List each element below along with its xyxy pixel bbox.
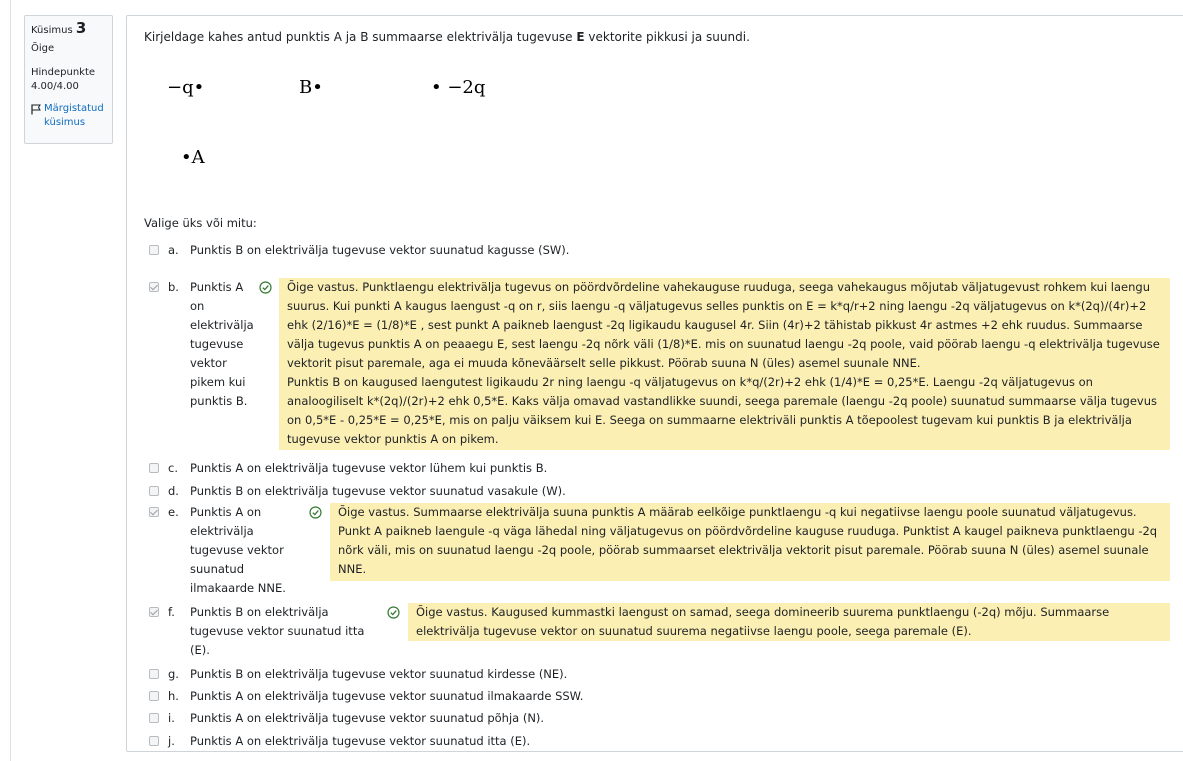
- question-info: [24, 15, 113, 144]
- answer-feedback: Õige vastus. Kaugused kummastki laengust on samad, seega domineerib suurema punktlaengu (-2q) mõju. Summaarse elektrivälja tugevuse vektor on suunatud suurema negatiivse laengu poole, seega paremale (E).: [408, 603, 1170, 641]
- answer-checkbox[interactable]: [149, 282, 159, 292]
- flag-question-label: Märgistatud küsimus: [44, 103, 104, 128]
- answer-label: Punktis A on elektrivälja tugevuse vektor suunatud ilmakaarde SSW.: [190, 689, 584, 703]
- answer-checkbox[interactable]: [149, 245, 159, 255]
- answer-label: Punktis B on elektrivälja tugevuse vektor suunatud kirdesse (NE).: [190, 667, 568, 681]
- answer-option-b[interactable]: b. Punktis A on elektrivälja tugevuse vektor pikem kui punktis B. Õige vastus. Punktlaengu elektrivälja tugevus on pöördvõrdeline vahekauguse ruuduga, seega vahekaugus mõjutab väljatugevust rohkem kui laengu suurus. Kui punkti A kaugus laengust -q on r, siis laengu -q väljatugevus selles punktis on E = k*q/r+2 ning laengu -2q väljatugevus on k*(2q)/(4r)+2 ehk (2/16)*E = (1/8)*E , sest punkt A paikneb laengust -2q ligikaudu kaugusel 4r. Siin (4r)+2 tähistab pikkust 4r astmes +2 ehk ruudus. Summaarse välja tugevus punktis A on peaaegu E, sest laengu -2q nõrk väli (1/8)*E. mis on suunatud laengu -2q poole, vaid pöörab laengu -q elektrivälja tugevuse vektorit pisut paremale, aga ei muuda kõneväärselt selle pikkust. Pöörab suuna N (üles) asemel suunale NNE. Punktis B on kaugused laengutest ligikaudu 2r ning laengu -q väljatugevus on k*q/(2r)+2 ehk (1/4)*E = 0,25*E. Laengu -2q väljatugevus on analoogiliselt k*(2q)/(2r)+2 ehk 0,5*E. Kaks välja omavad vastandlikke suundi, seega paremale (laengu -2q poole) suunatud summaarse välja tugevus on 0,5*E - 0,25*E = 0,25*E, mis on palju väiksem kui E. Seega on summaarne elektriväli punktis A tõepoolest tugevam kui punktis B ja elektrivälja tugevuse vektor punktis A on pikem.: [149, 278, 1183, 448]
- answer-label: Punktis B on elektrivälja tugevuse vektor suunatud itta (E).: [190, 605, 365, 657]
- question-number: Küsimus 3: [31, 19, 87, 37]
- answer-prompt: Valige üks või mitu:: [144, 216, 257, 230]
- answer-checkbox[interactable]: [149, 713, 159, 723]
- answer-checkbox[interactable]: [149, 669, 159, 679]
- answer-label: Punktis B on elektrivälja tugevuse vektor suunatud vasakule (W).: [190, 484, 566, 498]
- question-state: Õige: [31, 43, 55, 54]
- answer-checkbox[interactable]: [149, 463, 159, 473]
- question-text: Kirjeldage kahes antud punktis A ja B summaarse elektrivälja tugevuse E vektorite pikkusi ja suundi.: [144, 30, 750, 44]
- answer-label: Punktis A on elektrivälja tugevuse vektor suunatud itta (E).: [190, 734, 531, 748]
- answer-checkbox[interactable]: [149, 507, 159, 517]
- charge-diagram: [167, 76, 547, 186]
- point-b: B•: [299, 77, 323, 98]
- answer-checkbox[interactable]: [149, 736, 159, 746]
- correct-check-icon: [309, 506, 322, 519]
- answer-feedback: Õige vastus. Punktlaengu elektrivälja tugevus on pöördvõrdeline vahekauguse ruuduga, seega vahekaugus mõjutab väljatugevust rohkem kui laengu suurus. Kui punkti A kaugus laengust -q on r, siis laengu -q väljatugevus selles punktis on E = k*q/r+2 ning laengu -2q väljatugevus on k*(2q)/(4r)+2 ehk (2/16)*E = (1/8)*E , sest punkt A paikneb laengust -2q ligikaudu kaugusel 4r. Siin (4r)+2 tähistab pikkust 4r astmes +2 ehk ruudus. Summaarse välja tugevus punktis A on peaaegu E, sest laengu -2q nõrk väli (1/8)*E. mis on suunatud laengu -2q poole, vaid pöörab laengu -q elektrivälja tugevuse vektorit pisut paremale, aga ei muuda kõneväärselt selle pikkust. Pöörab suuna N (üles) asemel suunale NNE. Punktis B on kaugused laengutest ligikaudu 2r ning laengu -q väljatugevus on k*q/(2r)+2 ehk (1/4)*E = 0,25*E. Laengu -2q väljatugevus on analoogiliselt k*(2q)/(2r)+2 ehk 0,5*E. Kaks välja omavad vastandlikke suundi, seega paremale (laengu -2q poole) suunatud summaarse välja tugevus on 0,5*E - 0,25*E = 0,25*E, mis on palju väiksem kui E. Seega on summaarne elektriväli punktis A tõepoolest tugevam kui punktis B ja elektrivälja tugevuse vektor punktis A on pikem.: [279, 278, 1170, 450]
- question-grade: Hindepunkte 4.00/4.00: [31, 67, 96, 92]
- answer-option-e[interactable]: e. Punktis A on elektrivälja tugevuse vektor suunatud ilmakaarde NNE. Õige vastus. Summaarse elektrivälja suuna punktis A määrab eelkõige punktlaengu -q kui negatiivse laengu poole suunatud väljatugevus. Punkt A paikneb laengule -q väga lähedal ning väljatugevus on pöördvõrdeline kauguse ruuduga. Punktist A kaugel paikneva punktlaengu -2q nõrk väli, mis on suunatud laengu -2q poole, pöörab summaarset elektrivälja vektorit pisut paremale. Pöörab suuna N (üles) asemel suunale NNE.: [149, 503, 1183, 599]
- answer-checkbox[interactable]: [149, 691, 159, 701]
- answer-option-f[interactable]: f. Punktis B on elektrivälja tugevuse vektor suunatud itta (E). Õige vastus. Kaugused kummastki laengust on samad, seega domineerib suurema punktlaengu (-2q) mõju. Summaarse elektrivälja tugevuse vektor on suunatud suurema negatiivse laengu poole, seega paremale (E).: [149, 603, 1183, 659]
- answer-checkbox[interactable]: [149, 607, 159, 617]
- charge-minus-q: −q•: [167, 77, 205, 98]
- answer-checkbox[interactable]: [149, 486, 159, 496]
- answer-label: Punktis B on elektrivälja tugevuse vektor suunatud kagusse (SW).: [190, 243, 570, 257]
- question-content: Kirjeldage kahes antud punktis A ja B summaarse elektrivälja tugevuse E vektorite pikkusi ja suundi. −q• B• • −2q •A Valige üks või mitu: a. Punktis B on elektrivälja tugevuse vektor suunatud kagusse (SW). b. Punktis A on elektrivälja tugevuse vektor pikem kui punktis B. Õige vastus. Punktlaengu elektrivälja tugevus on pöördvõrdeline vahekauguse ruuduga, seega vahekaugus mõjutab väljatugevust rohkem kui laengu suurus. Kui punkti A kaugus laengust -q on r, siis laengu -q väljatugevus selles punktis on E = k*q/r+2 ning laengu -2q väljatugevus on k*(2q)/(4r)+2 ehk (2/16)*E = (1/8)*E , sest punkt A paikneb laengust -2q ligikaudu kaugusel 4r. Siin (4r)+2 tähistab pikkust 4r astmes +2 ehk ruudus. Summaarse välja tugevus punktis A on peaaegu E, sest laengu -2q nõrk väli (1/8)*E. mis on suunatud laengu -2q poole, vaid pöörab laengu -q elektrivälja tugevuse vektorit pisut paremale, aga ei muuda kõneväärselt selle pikkust. Pöörab suuna N (üles) asemel suunale NNE. Punktis B on kaugused laengutest ligikaudu 2r ning laengu -q väljatugevus on k*q/(2r)+2 ehk (1/4)*E = 0,25*E. Laengu -2q väljatugevus on analoogiliselt k*(2q)/(2r)+2 ehk 0,5*E. Kaks välja omavad vastandlikke suundi, seega paremale (laengu -2q poole) suunatud summaarse välja tugevus on 0,5*E - 0,25*E = 0,25*E, mis on palju väiksem kui E. Seega on summaarne elektriväli punktis A tõepoolest tugevam kui punktis B ja elektrivälja tugevuse vektor punktis A on pikem. c. Punktis A on elektrivälja tugevuse vektor lühem kui punktis B. d. Punktis B on elektrivälja tugevuse vektor suunatud vasakule (W). e. Punktis A on elektrivälja tugevuse vektor suunatud ilmakaarde NNE. Õige vastus. Summaarse elektrivälja suuna punktis A määrab eelkõige punktlaengu -q kui negatiivse laengu poole suunatud väljatugevus. Punkt A paikneb laengule -q väga lähedal ning väljatugevus on pöördvõrdeline kauguse ruuduga. Punktist A kaugel paikneva punktlaengu -2q nõrk väli, mis on suunatud laengu -2q poole, pöörab summaarset elektrivälja vektorit pisut paremale. Pöörab suuna N (üles) asemel suunale NNE. f. Punktis B on elektrivälja tugevuse vektor suunatud itta (E). Õige vastus. Kaugused kummastki laengust on samad, seega domineerib suurema punktlaengu (-2q) mõju. Summaarse elektrivälja tugevuse vektor on suunatud suurema negatiivse laengu poole, seega paremale (E). g. Punktis B on elektrivälja tugevuse vektor suunatud kirdesse (NE). h. Punktis A on elektrivälja tugevuse vektor suunatud ilmakaarde SSW. i. Punktis A on elektrivälja tugevuse vektor suunatud põhja (N). j. Punktis A on elektrivälja tugevuse vektor suunatud itta (E).: [126, 15, 1183, 752]
- point-a: •A: [181, 147, 205, 168]
- answer-label: Punktis A on elektrivälja tugevuse vektor lühem kui punktis B.: [190, 461, 548, 475]
- correct-check-icon: [259, 281, 272, 294]
- charge-minus-2q: • −2q: [431, 77, 486, 98]
- correct-check-icon: [387, 606, 400, 619]
- flag-icon: [31, 104, 42, 115]
- answer-feedback: Õige vastus. Summaarse elektrivälja suuna punktis A määrab eelkõige punktlaengu -q kui negatiivse laengu poole suunatud väljatugevus. Punkt A paikneb laengule -q väga lähedal ning väljatugevus on pöördvõrdeline kauguse ruuduga. Punktist A kaugel paikneva punktlaengu -2q nõrk väli, mis on suunatud laengu -2q poole, pöörab summaarset elektrivälja vektorit pisut paremale. Pöörab suuna N (üles) asemel suunale NNE.: [330, 503, 1170, 581]
- page-left-border: [10, 0, 11, 761]
- answer-label: Punktis A on elektrivälja tugevuse vektor suunatud ilmakaarde NNE.: [190, 505, 286, 595]
- flag-question-link[interactable]: [31, 102, 106, 130]
- answer-label: Punktis A on elektrivälja tugevuse vektor pikem kui punktis B.: [190, 280, 254, 408]
- answer-label: Punktis A on elektrivälja tugevuse vektor suunatud põhja (N).: [190, 711, 545, 725]
